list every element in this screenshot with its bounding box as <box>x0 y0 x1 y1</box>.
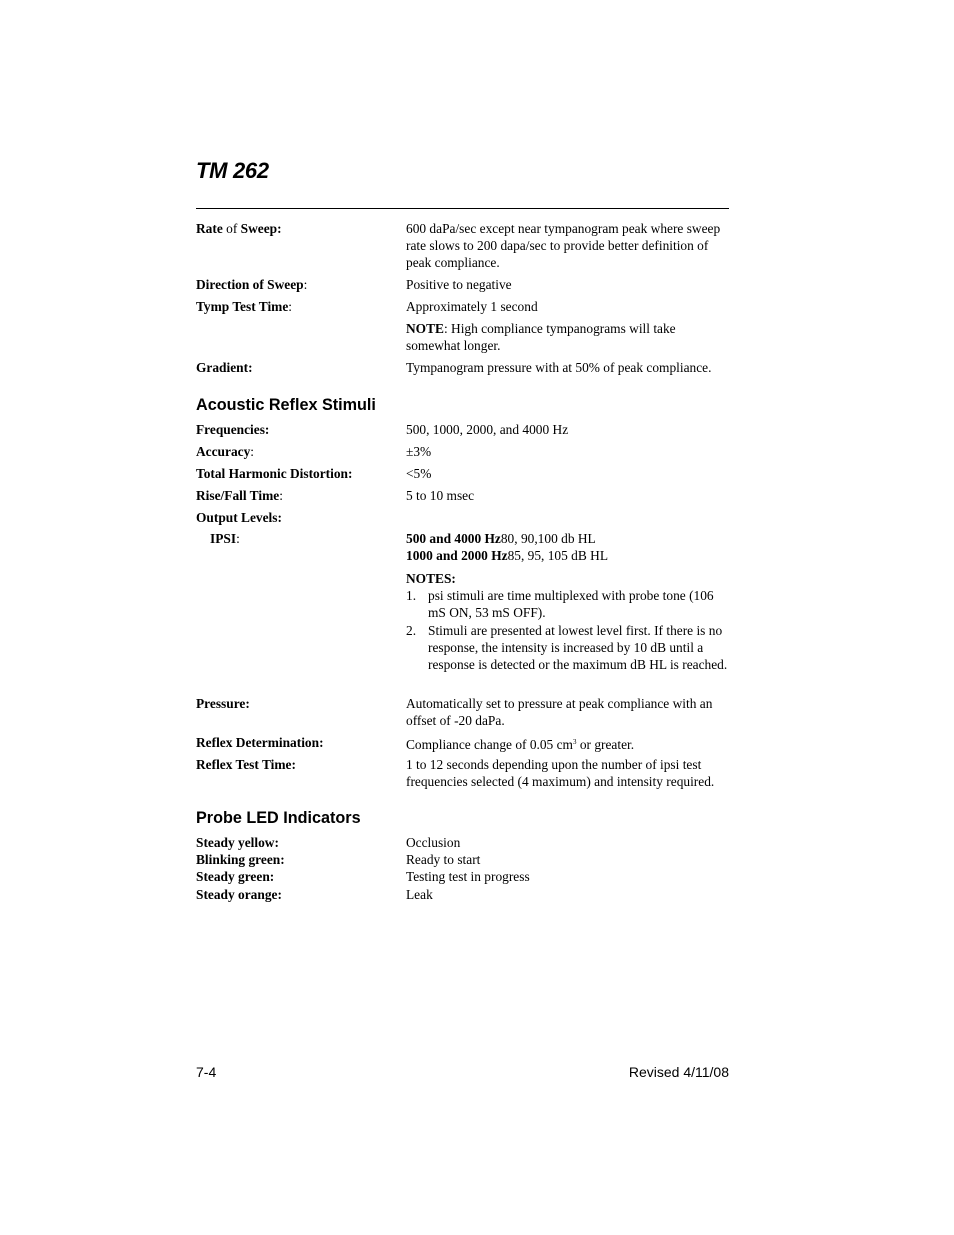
notes-label: NOTES: <box>406 571 456 586</box>
led-label: Blinking green: <box>196 852 285 868</box>
spec-row-output-levels <box>196 509 730 530</box>
list-item: 1. psi stimuli are time multiplexed with probe tone (106 mS ON, 53 mS OFF). <box>406 588 714 621</box>
spec-value: Compliance change of 0.05 $cm^3$ or greater. <box>406 737 635 752</box>
spec-row-rate <box>196 220 730 276</box>
spec-row-ipsi <box>196 530 730 570</box>
spec-label: Reflex Determination: <box>196 735 324 750</box>
spec-row-pressure <box>196 695 730 734</box>
spec-row-reflex-test-time <box>196 756 730 796</box>
spec-row-tymp-time <box>196 298 730 320</box>
revision-date: Revised 4/11/08 <box>628 1064 729 1080</box>
notes-list <box>406 587 730 673</box>
notes-block <box>406 570 730 673</box>
page-number: 7-4 <box>196 1064 217 1080</box>
probe-led-specs <box>196 834 730 903</box>
led-row <box>196 886 730 903</box>
spec-value <box>406 530 730 564</box>
led-row <box>196 868 730 885</box>
spec-value: Automatically set to pressure at peak compliance with an offset of -20 daPa. <box>406 696 713 729</box>
spec-row-direction <box>196 276 730 298</box>
spec-label: IPSI: <box>210 531 240 546</box>
spec-row-reflex-determination <box>196 734 730 756</box>
spec-value: 5 to 10 msec <box>406 488 475 503</box>
led-label: Steady green: <box>196 869 275 885</box>
list-item: 2. Stimuli are presented at lowest level first. If there is no response, the intensity is increased by 10 dB until a response is detected or the maximum dB HL is reached. <box>406 622 728 673</box>
spec-row-note <box>196 320 730 359</box>
spec-value: 1 to 12 seconds depending upon the number of ipsi test frequencies selected (4 maximum) and intensity required. <box>406 757 715 790</box>
spec-row-accuracy <box>196 443 730 465</box>
section-heading-probe-led: Probe LED Indicators <box>196 809 361 827</box>
led-label: Steady orange: <box>196 886 282 902</box>
spec-label: Rise/Fall Time: <box>196 488 283 503</box>
page-title: TM 262 <box>196 158 269 183</box>
acoustic-specs <box>196 421 730 796</box>
led-label: Steady yellow: <box>196 835 279 850</box>
led-value: Testing test in progress <box>406 869 530 885</box>
spec-label: Gradient: <box>196 360 253 375</box>
led-row <box>196 851 730 868</box>
ipsi-line: 500 and 4000 Hz80, 90,100 db HL <box>406 531 596 546</box>
spec-value: 500, 1000, 2000, and 4000 Hz <box>406 422 569 437</box>
led-value: Occlusion <box>406 835 461 850</box>
spec-value: Positive to negative <box>406 277 512 292</box>
sweep-specs <box>196 220 730 381</box>
section-heading-acoustic-reflex: Acoustic Reflex Stimuli <box>196 396 376 414</box>
spec-row-frequencies <box>196 421 730 443</box>
spec-label: Output Levels: <box>196 510 282 525</box>
note-text: NOTE: High compliance tympanograms will take somewhat longer. <box>406 321 676 354</box>
spec-label: Pressure: <box>196 696 250 711</box>
spec-value: Approximately 1 second <box>406 299 538 314</box>
spec-value: ±3% <box>406 444 432 459</box>
spec-value: 600 daPa/sec except near tympanogram peak where sweep rate slows to 200 dapa/sec to provide better definition of peak compliance. <box>406 221 721 271</box>
spec-label: Rate of Sweep: <box>196 221 282 236</box>
spec-row-thd <box>196 465 730 487</box>
spec-label: Direction of Sweep: <box>196 277 308 292</box>
header-rule <box>196 208 729 209</box>
spec-value: <5% <box>406 466 432 481</box>
spec-label: Accuracy: <box>196 444 255 459</box>
spec-label: Total Harmonic Distortion: <box>196 466 353 481</box>
spec-label: Frequencies: <box>196 422 270 437</box>
led-value: Leak <box>406 886 433 902</box>
led-value: Ready to start <box>406 852 481 868</box>
spec-value: Tympanogram pressure with at 50% of peak compliance. <box>406 360 712 375</box>
spec-label: Tymp Test Time: <box>196 299 293 314</box>
spec-row-gradient <box>196 359 730 381</box>
spec-row-rise-fall <box>196 487 730 509</box>
led-row <box>196 834 730 851</box>
spec-label: Reflex Test Time: <box>196 757 296 772</box>
spec-row-notes <box>196 570 730 695</box>
ipsi-line: 1000 and 2000 Hz85, 95, 105 dB HL <box>406 548 608 564</box>
